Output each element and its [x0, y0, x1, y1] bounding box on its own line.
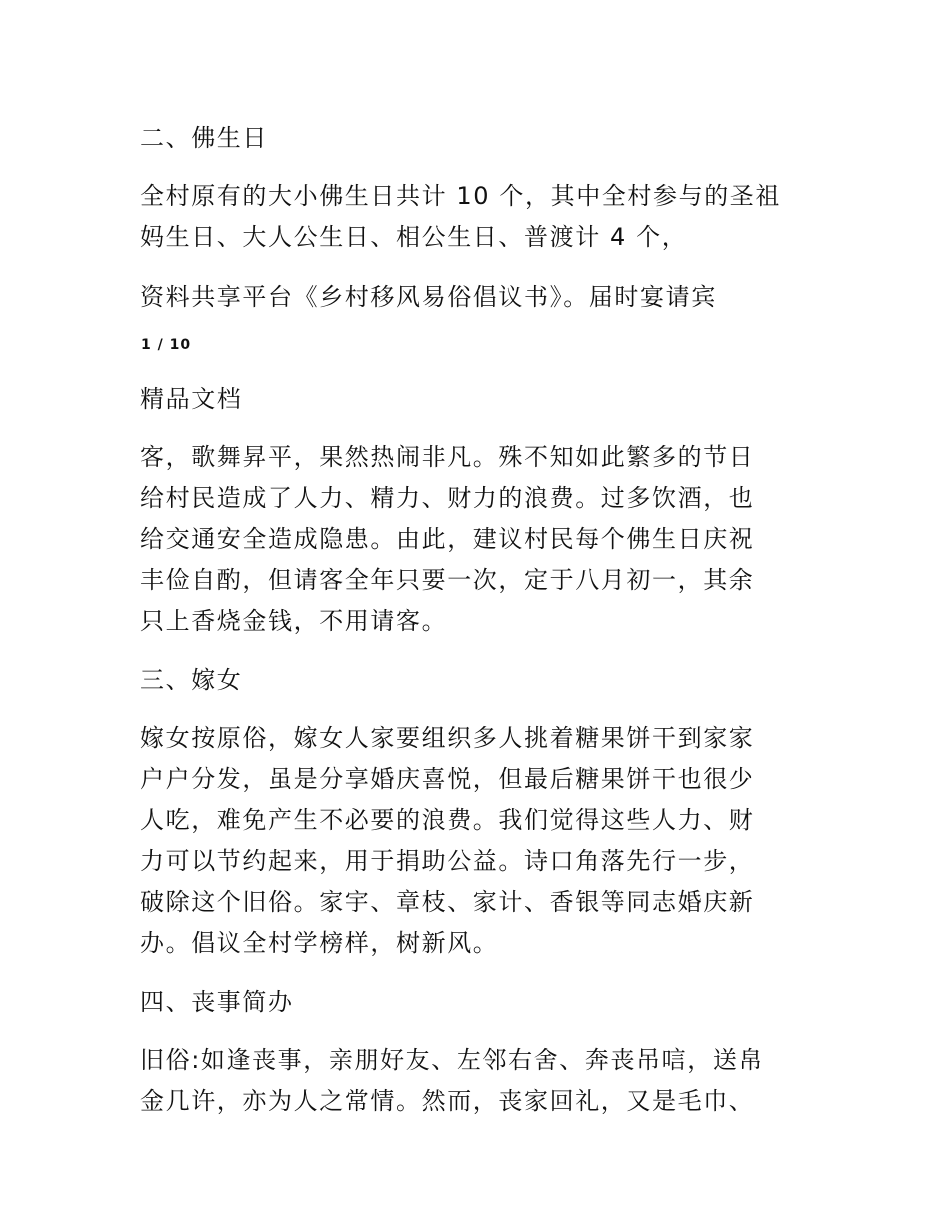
paragraph-line: 破除这个旧俗。家宇、章枝、家计、香银等同志婚庆新 — [140, 888, 755, 916]
paragraph-line: 给交通安全造成隐患。由此，建议村民每个佛生日庆祝 — [140, 525, 755, 553]
paragraph-line: 给村民造成了人力、精力、财力的浪费。过多饮酒，也 — [140, 484, 755, 512]
paragraph-line: 客，歌舞昇平，果然热闹非凡。殊不知如此繁多的节日 — [140, 443, 755, 471]
section-heading-buddha-birthdays: 二、佛生日 — [140, 124, 268, 152]
section-heading-marriage: 三、嫁女 — [140, 666, 243, 694]
paragraph-line: 妈生日、大人公生日、相公生日、普渡计 4 个， — [140, 223, 688, 251]
paragraph-buddha-birthdays — [140, 176, 781, 258]
document-watermark-header: 精品文档 — [140, 385, 243, 413]
paragraph-feast-waste — [140, 437, 754, 642]
paragraph-funeral — [140, 1040, 764, 1122]
paragraph-line: 嫁女按原俗，嫁女人家要组织多人挑着糖果饼干到家家 — [140, 724, 755, 752]
paragraph-marriage — [140, 718, 754, 964]
paragraph-line: 金几许，亦为人之常情。然而，丧家回礼，又是毛巾、 — [140, 1087, 755, 1115]
paragraph-line: 办。倡议全村学榜样，树新风。 — [140, 929, 499, 957]
page-number: 1 / 10 — [141, 337, 192, 353]
paragraph-line: 丰俭自酌，但请客全年只要一次，定于八月初一，其余 — [140, 566, 755, 594]
paragraph-line: 旧俗:如逢丧事，亲朋好友、左邻右舍、奔丧吊唁，送帛 — [140, 1046, 765, 1074]
paragraph-line: 人吃，难免产生不必要的浪费。我们觉得这些人力、财 — [140, 806, 755, 834]
paragraph-line: 户户分发，虽是分享婚庆喜悦，但最后糖果饼干也很少 — [140, 765, 755, 793]
paragraph-line: 力可以节约起来，用于捐助公益。诗口角落先行一步， — [140, 847, 755, 875]
paragraph-resource-line: 资料共享平台《乡村移风易俗倡议书》。届时宴请宾 — [140, 283, 717, 311]
paragraph-line: 只上香烧金钱，不用请客。 — [140, 607, 448, 635]
paragraph-line: 全村原有的大小佛生日共计 10 个，其中全村参与的圣祖 — [140, 182, 781, 210]
section-heading-funeral: 四、丧事简办 — [140, 988, 294, 1016]
